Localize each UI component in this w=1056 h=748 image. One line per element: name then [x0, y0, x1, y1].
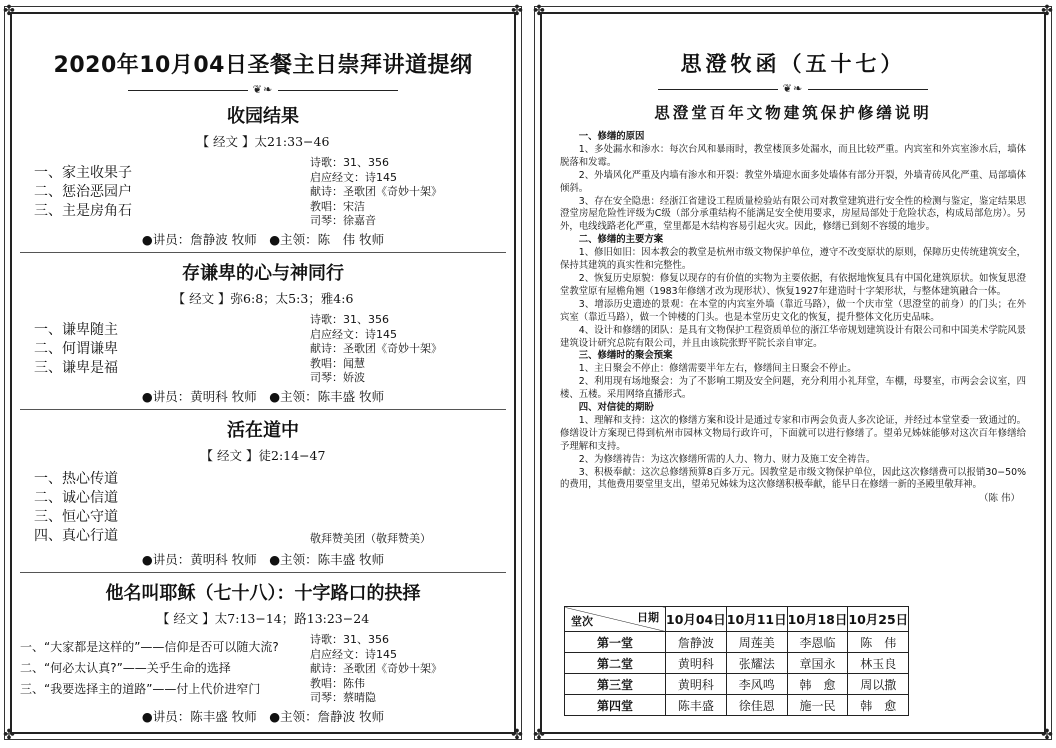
- sermon-points: [34, 164, 132, 221]
- sermon-points: [20, 637, 279, 700]
- table-row: [565, 653, 909, 674]
- preacher-cell: 张耀法: [726, 653, 787, 674]
- service-label: 第二堂: [565, 653, 666, 674]
- corner-ornament: ✤: [511, 727, 523, 743]
- sermon-footer: ●讲员：黄明科 牧师 ●主领：陈丰盛 牧师: [141, 552, 385, 567]
- corner-ornament: ✤: [533, 727, 545, 743]
- corner-ornament: ✤: [1041, 3, 1053, 19]
- sermon-points: [34, 470, 118, 546]
- article-paragraph: 3、存在安全隐患：经浙江省建设工程质量检验站有限公司对教堂建筑进行安全性的检测与鉴定，鉴定结果思澄堂房屋危险性评级为C级（部分承重结构不能满足安全使用要求，房屋局部处于危险状态，构成局部危房）。另外，电线线路老化严重，堂里都是木结构容易引起火灾。因此，修缮已到刻不容缓的地步。: [560, 195, 1026, 233]
- schedule-date: 10月18日: [787, 607, 848, 632]
- schedule-date: 10月11日: [726, 607, 787, 632]
- corner-label-service: 堂次: [571, 615, 593, 628]
- article-section-heading: 三、修缮时的聚会预案: [578, 350, 673, 362]
- section-divider: [20, 572, 506, 573]
- corner-ornament: ✤: [511, 3, 523, 19]
- article-section-heading: 一、修缮的原因: [578, 131, 645, 142]
- worship-item: 诗歌：31、356: [310, 156, 389, 169]
- worship-item: 启应经文：诗145: [310, 647, 397, 661]
- section-divider: [20, 409, 506, 410]
- left-page: [3, 3, 523, 743]
- service-label: 第三堂: [565, 674, 666, 695]
- schedule-date: 10月25日: [848, 607, 909, 632]
- preacher-cell: 韩 愈: [848, 695, 909, 716]
- corner-label-date: 日期: [637, 611, 659, 624]
- article-paragraph: 3、增添历史遗迹的景观：在本堂的内宾室外墙（靠近马路），做一个庆市堂（思澄堂的前身）的门头；在外宾室（靠近马路），做一个钟楼的门头。也是本堂历史文化的恢复，提升整体文化历史品味。: [560, 298, 1026, 323]
- sermon-point: 一、谦卑随主: [34, 322, 118, 338]
- sermon-scripture: 【 经文 】太21:33−46: [196, 134, 330, 149]
- sermon-block: [20, 416, 506, 568]
- preacher-cell: 施一民: [787, 695, 848, 716]
- article-paragraph: 3、积极奉献：这次总修缮预算8百多万元。因教堂是市级文物保护单位，因此这次修缮费可以报销30−50%的费用，其他费用要堂里支出，望弟兄姊妹为这次修缮积极奉献，能早日在修缮一新的圣殿里敬拜神。: [560, 466, 1026, 491]
- page-title: 2020年10月04日圣餐主日崇拜讲道提纲: [53, 53, 473, 78]
- sermon-title: 活在道中: [227, 420, 299, 441]
- sermon-block: [20, 579, 506, 725]
- right-page: [533, 3, 1053, 743]
- preacher-cell: 林玉良: [848, 653, 909, 674]
- sermon-title: 存谦卑的心与神同行: [182, 263, 344, 284]
- sermon-footer: ●讲员：詹静波 牧师 ●主领：陈 伟 牧师: [141, 232, 385, 247]
- schedule-table: [564, 606, 909, 716]
- sermon-block: [20, 102, 506, 248]
- sermon-scripture: 【 经文 】徒2:14−47: [200, 448, 326, 463]
- worship-item: 司琴：娇波: [310, 371, 365, 384]
- sermon-point: 二、“何必太认真?”——关乎生命的选择: [20, 661, 231, 675]
- corner-ornament: ✤: [3, 727, 15, 743]
- sermon-footer: ●讲员：黄明科 牧师 ●主领：陈丰盛 牧师: [141, 389, 385, 404]
- worship-item: 献诗：圣歌团《奇妙十架》: [310, 185, 442, 198]
- ornament-divider: ❦❧: [550, 82, 1036, 95]
- sermon-scripture: 【 经文 】弥6:8；太5:3；雅4:6: [172, 291, 354, 306]
- worship-item: 献诗：圣歌团《奇妙十架》: [310, 342, 442, 355]
- preacher-cell: 陈丰盛: [666, 695, 727, 716]
- sermon-point: 二、何谓谦卑: [34, 341, 118, 357]
- worship-item: 教唱：宋洁: [310, 199, 365, 213]
- service-label: 第一堂: [565, 632, 666, 653]
- sermon-block: [20, 259, 506, 405]
- article-paragraph: 4、设计和修缮的团队：是具有文物保护工程资质单位的浙江华帝规划建筑设计有限公司和中国美术学院风景建筑设计研究总院有限公司，并且由该院张野平院长亲自审定。: [560, 324, 1026, 349]
- article-section-heading: 二、修缮的主要方案: [578, 234, 664, 246]
- corner-ornament: ✤: [1041, 727, 1053, 743]
- article-title: 思澄堂百年文物建筑保护修缮说明: [654, 104, 932, 122]
- corner-ornament: ✤: [3, 3, 15, 19]
- sermon-point: 三、“我要选择主的道路”——付上代价进窄门: [20, 682, 261, 696]
- preacher-cell: 黄明科: [666, 653, 727, 674]
- worship-item: 教唱：闻慧: [310, 356, 365, 370]
- preacher-cell: 陈 伟: [848, 632, 909, 653]
- sermon-point: 二、惩治恶园户: [34, 184, 132, 200]
- sermon-points: [34, 321, 118, 378]
- preacher-cell: 章国永: [787, 653, 848, 674]
- article-body: [550, 131, 1036, 492]
- choir-note: 敬拜赞美团（敬拜赞美）: [310, 532, 431, 545]
- schedule-date: 10月04日: [666, 607, 727, 632]
- worship-item: 诗歌：31、356: [310, 313, 389, 326]
- preacher-cell: 周以撒: [848, 674, 909, 695]
- sermon-point: 三、恒心守道: [34, 509, 118, 525]
- sermon-point: 一、“大家都是这样的”——信仰是否可以随大流?: [20, 640, 279, 654]
- worship-order: [310, 313, 442, 386]
- worship-item: 启应经文：诗145: [310, 170, 397, 184]
- letter-title: 思澄牧函（五十七）: [680, 52, 906, 76]
- worship-item: 启应经文：诗145: [310, 327, 397, 341]
- service-label: 第四堂: [565, 695, 666, 716]
- schedule-header-row: [565, 607, 909, 632]
- preacher-cell: 詹静波: [666, 632, 727, 653]
- article-paragraph: 1、主日聚会不停止：修缮需要半年左右，修缮间主日聚会不停止。: [578, 363, 857, 375]
- article-author: （陈 伟）: [978, 493, 1020, 505]
- table-row: [565, 632, 909, 653]
- article-paragraph: 2、为修缮祷告：为这次修缮所需的人力、物力、财力及施工安全祷告。: [578, 453, 876, 465]
- sermon-footer: ●讲员：陈丰盛 牧师 ●主领：詹静波 牧师: [141, 709, 385, 724]
- preacher-cell: 徐佳恩: [726, 695, 787, 716]
- sermon-title: 他名叫耶稣（七十八）：十字路口的抉择: [105, 583, 421, 604]
- worship-order: [310, 156, 442, 229]
- article-section-heading: 四、对信徒的期盼: [578, 402, 654, 414]
- sermon-point: 一、热心传道: [34, 471, 118, 487]
- sermon-point: 三、主是房角石: [34, 203, 132, 219]
- ornament-divider: ❦❧: [20, 83, 506, 96]
- article-paragraph: 1、多处漏水和渗水：每次台风和暴雨时，教堂楼顶多处漏水，而且比较严重。内宾室和外宾室渗水后，墙体脱落和发霉。: [560, 143, 1026, 168]
- table-row: [565, 674, 909, 695]
- preacher-cell: 韩 愈: [787, 674, 848, 695]
- article-paragraph: 2、恢复历史原貌：修复以现存的有价值的实物为主要依据，有依据地恢复具有中国化建筑原状。如恢复思澄堂教堂原有屋檐角翘（1983年修缮才改为现形状）、恢复1927年建造时十字架形状，与整体建筑融合一体。: [560, 272, 1026, 297]
- article-paragraph: 2、外墙风化严重及内墙有渗水和开裂：教堂外墙迎水面多处墙体有部分开裂，外墙青砖风化严重、局部墙体倾斜。: [560, 169, 1026, 194]
- sermon-point: 四、真心行道: [34, 528, 118, 544]
- worship-item: 司琴：蔡晴隐: [310, 691, 376, 704]
- section-divider: [20, 252, 506, 253]
- preacher-cell: 李风鸣: [726, 674, 787, 695]
- worship-order: [310, 633, 442, 706]
- sermon-point: 一、家主收果子: [34, 165, 132, 181]
- article-paragraph: 1、修旧如旧：因本教会的教堂是杭州市级文物保护单位，遵守不改变原状的原则，保障历史传统建筑安全，保持其建筑的真实性和完整性。: [560, 247, 1026, 272]
- article-paragraph: 1、理解和支持：这次的修缮方案和设计是通过专家和市两会负责人多次论证，并经过本堂堂委一致通过的。修缮设计方案现已得到杭州市园林文物局行政许可，下面就可以进行修缮了。望弟兄姊妹能够对这次百年修缮给予理解和支持。: [560, 414, 1026, 452]
- worship-item: 教唱：陈伟: [310, 676, 365, 690]
- schedule-corner-cell: [565, 607, 666, 632]
- worship-item: 献诗：圣歌团《奇妙十架》: [310, 662, 442, 675]
- preacher-cell: 李恩临: [787, 632, 848, 653]
- sermon-point: 三、谦卑是福: [34, 360, 118, 376]
- preacher-cell: 黄明科: [666, 674, 727, 695]
- article-paragraph: 2、利用现有场地聚会：为了不影响工期及安全问题，充分利用小礼拜堂，车棚，母婴室，市两会会议室，四楼、五楼。采用网络直播形式。: [560, 376, 1026, 401]
- sermon-title: 收园结果: [227, 106, 299, 127]
- table-row: [565, 695, 909, 716]
- preacher-cell: 周莲美: [726, 632, 787, 653]
- sermon-point: 二、诚心信道: [34, 490, 118, 506]
- corner-ornament: ✤: [533, 3, 545, 19]
- worship-item: 司琴：徐嘉音: [310, 214, 376, 227]
- worship-item: 诗歌：31、356: [310, 633, 389, 646]
- sermon-scripture: 【 经文 】太7:13−14；路13:23−24: [156, 611, 370, 626]
